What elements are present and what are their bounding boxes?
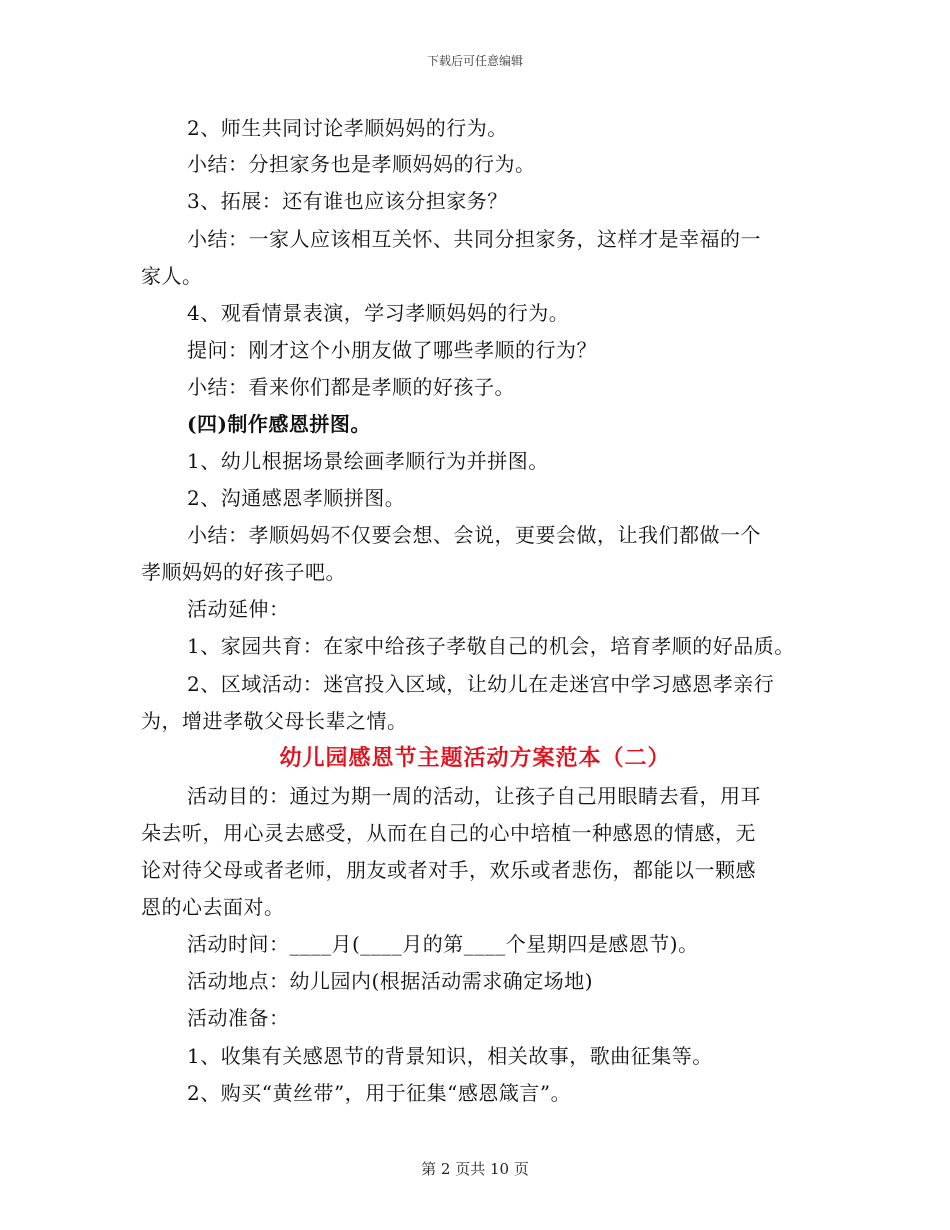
paragraph-line: 论对待父母或者老师，朋友或者对手，欢乐或者悲伤，都能以一颗感 — [141, 858, 756, 882]
paragraph-line: 提问：刚才这个小朋友做了哪些孝顺的行为？ — [187, 338, 597, 362]
paragraph-line: 1、家园共育：在家中给孩子孝敬自己的机会，培育孝顺的好品质。 — [187, 634, 795, 658]
paragraph-line: 1、幼儿根据场景绘画孝顺行为并拼图。 — [187, 449, 549, 473]
paragraph-line: 活动时间：____月(____月的第____个星期四是感恩节)。 — [187, 932, 699, 956]
paragraph-line: 孝顺妈妈的好孩子吧。 — [141, 560, 346, 584]
paragraph-line: 小结：一家人应该相互关怀、共同分担家务，这样才是幸福的一 — [187, 227, 761, 251]
paragraph-line: 2、区域活动：迷宫投入区域，让幼儿在走迷宫中学习感恩孝亲行 — [187, 672, 775, 696]
paragraph-line: 恩的心去面对。 — [141, 895, 285, 919]
paragraph-line: 活动延伸： — [187, 597, 290, 621]
paragraph-line: 小结：看来你们都是孝顺的好孩子。 — [187, 375, 515, 399]
paragraph-line: 家人。 — [141, 264, 203, 288]
paragraph-line: 2、购买“黄丝带”，用于征集“感恩箴言”。 — [187, 1081, 572, 1105]
paragraph-line: 2、沟通感恩孝顺拼图。 — [187, 486, 406, 510]
paragraph-line: 小结：分担家务也是孝顺妈妈的行为。 — [187, 152, 536, 176]
paragraph-line: 4、观看情景表演，学习孝顺妈妈的行为。 — [187, 301, 570, 325]
paragraph-line: 1、收集有关感恩节的背景知识，相关故事，歌曲征集等。 — [187, 1044, 713, 1068]
page-footer: 第 2 页共 10 页 — [421, 1160, 529, 1178]
paragraph-line: 活动准备： — [187, 1006, 290, 1030]
page-header: 下载后可任意编辑 — [426, 54, 523, 68]
paragraph-line: 2、师生共同讨论孝顺妈妈的行为。 — [187, 116, 508, 140]
section-title: 幼儿园感恩节主题活动方案范本（二） — [279, 745, 671, 771]
paragraph-line: 3、拓展：还有谁也应该分担家务？ — [187, 189, 508, 213]
paragraph-line: 活动目的：通过为期一周的活动，让孩子自己用眼睛去看，用耳 — [187, 784, 761, 808]
paragraph-line: 朵去听，用心灵去感受，从而在自己的心中培植一种感恩的情感，无 — [141, 821, 756, 845]
paragraph-line: 活动地点：幼儿园内(根据活动需求确定场地) — [187, 969, 594, 993]
paragraph-line: 小结：孝顺妈妈不仅要会想、会说，更要会做，让我们都做一个 — [187, 523, 761, 547]
paragraph-line: 为，增进孝敬父母长辈之情。 — [141, 709, 408, 733]
section-heading: (四)制作感恩拼图。 — [187, 412, 371, 436]
